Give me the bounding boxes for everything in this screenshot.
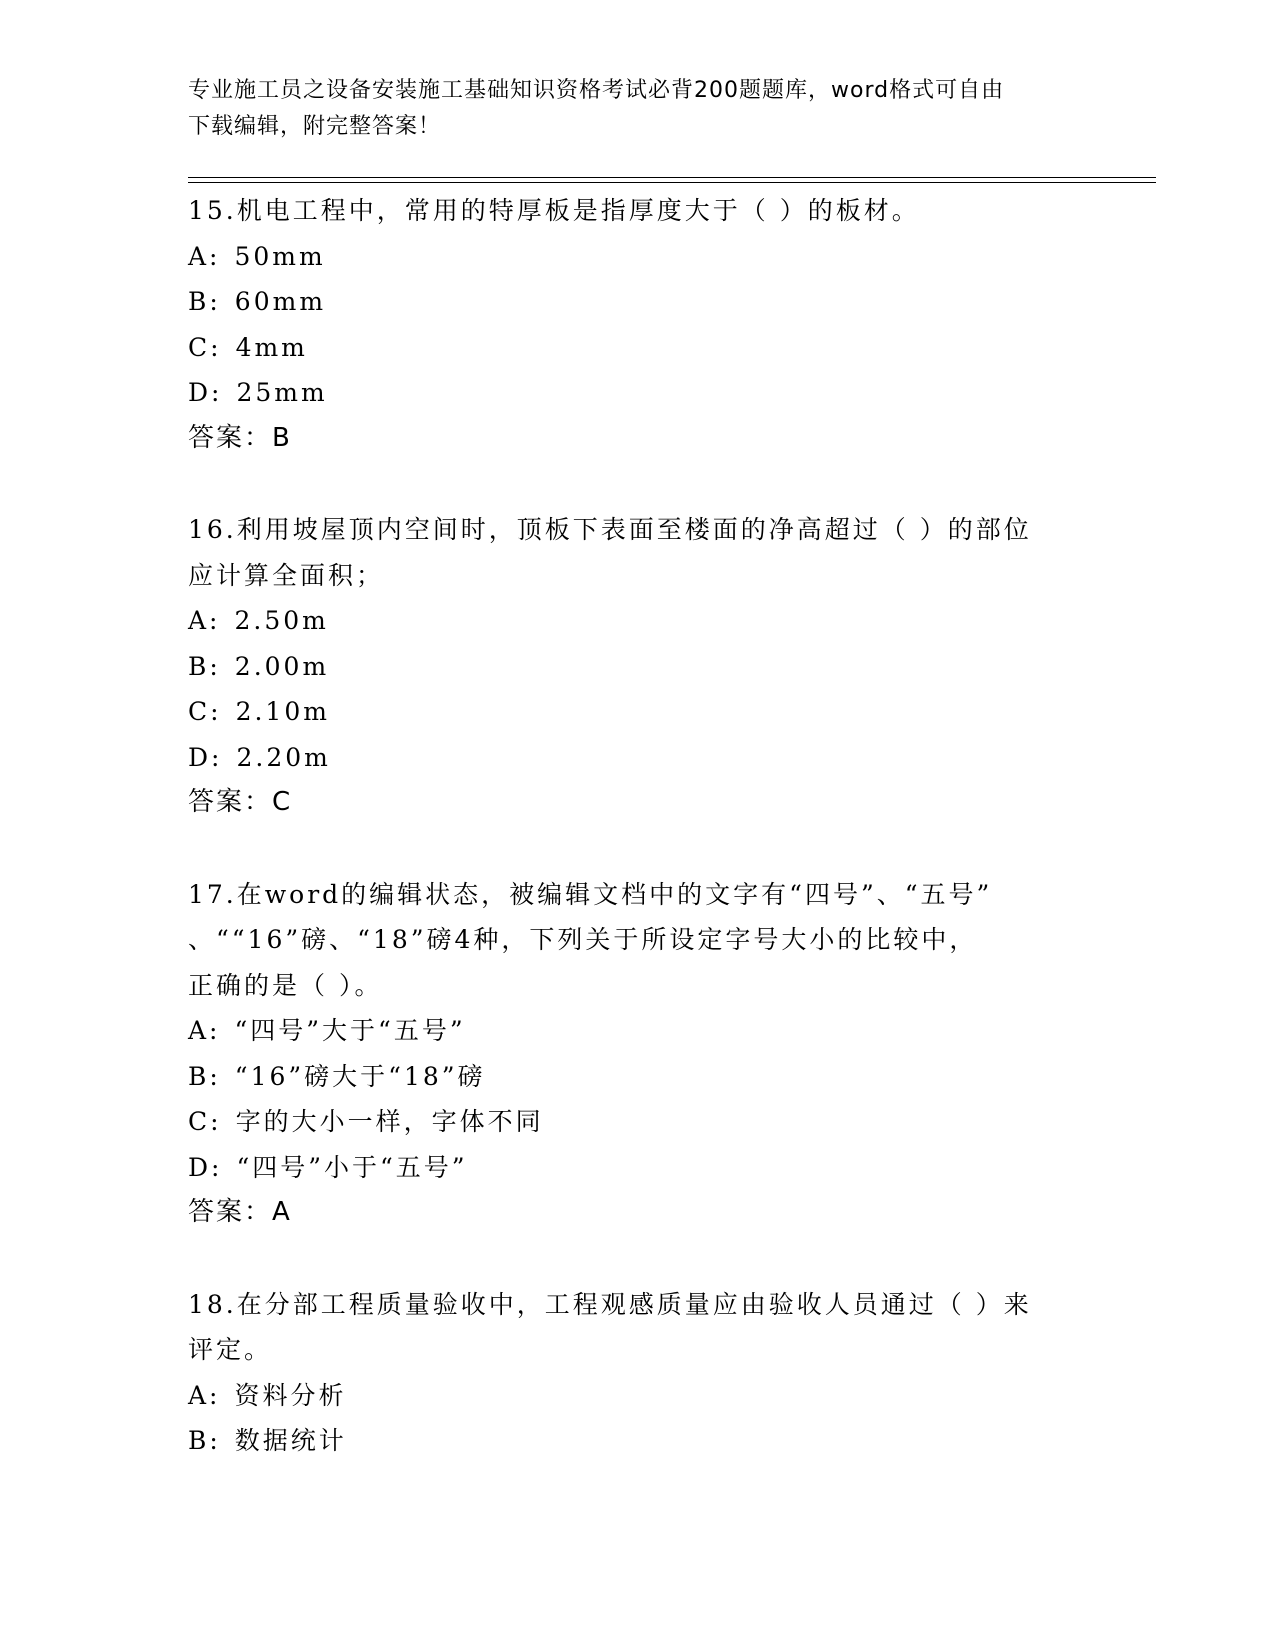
question-stem-line: 17.在word的编辑状态，被编辑文档中的文字有“四号”、“五号” (188, 879, 993, 909)
option-text: 25mm (236, 378, 328, 407)
document-header (188, 73, 1068, 145)
option-text: 60mm (234, 287, 327, 316)
option-label: C: (188, 1107, 222, 1136)
option-row (188, 1008, 1088, 1054)
option-text: “四号”小于“五号” (236, 1152, 468, 1182)
header-line-1: 专业施工员之设备安装施工基础知识资格考试必背200题题库，word格式可自由 (188, 78, 1005, 103)
option-text: 2.00m (234, 651, 330, 681)
option-label: C: (188, 332, 222, 362)
option-text: 2.20m (236, 742, 331, 772)
question-stem (188, 188, 1088, 234)
option-row (188, 735, 1088, 781)
option-row (188, 1373, 1088, 1419)
question-stem (188, 872, 1088, 1009)
option-label: B: (188, 287, 221, 316)
option-text: “四号”大于“五号” (234, 1016, 466, 1045)
question-block (188, 507, 1088, 826)
option-row (188, 370, 1088, 416)
question-list (188, 188, 1088, 1510)
header-divider-bottom (188, 182, 1156, 183)
option-label: B: (188, 1061, 221, 1091)
option-label: D: (188, 378, 223, 407)
question-block (188, 1282, 1088, 1464)
option-label: B: (188, 1426, 221, 1455)
option-text: 字的大小一样，字体不同 (235, 1107, 544, 1136)
question-stem-line: 、““16”磅、“18”磅4种，下列关于所设定字号大小的比较中， (188, 925, 978, 954)
answer-line: 答案：A (188, 1197, 292, 1227)
question-stem-line: 评定。 (188, 1335, 273, 1364)
question-stem-line: 18.在分部工程质量验收中，工程观感质量应由验收人员通过（ ）来 (188, 1289, 1032, 1319)
option-row (188, 689, 1088, 735)
answer-line: 答案：B (188, 422, 292, 453)
option-label: D: (188, 742, 223, 772)
option-text: 50mm (234, 241, 326, 271)
option-text: 4mm (235, 332, 308, 362)
option-label: A: (188, 1016, 221, 1045)
option-text: 2.10m (235, 697, 330, 726)
option-label: B: (188, 651, 221, 681)
option-row (188, 1145, 1088, 1191)
option-label: A: (188, 1380, 221, 1410)
question-stem-line: 16.利用坡屋顶内空间时，顶板下表面至楼面的净高超过（ ）的部位 (188, 515, 1032, 544)
option-label: C: (188, 697, 222, 726)
option-label: D: (188, 1152, 223, 1182)
question-stem (188, 507, 1088, 598)
header-line-2: 下载编辑，附完整答案！ (188, 114, 442, 139)
option-row (188, 325, 1088, 371)
option-row (188, 1099, 1088, 1145)
option-label: A: (188, 241, 221, 271)
question-block (188, 872, 1088, 1236)
header-divider-top (188, 177, 1156, 178)
option-row (188, 279, 1088, 325)
option-text: 2.50m (234, 606, 329, 635)
option-text: 资料分析 (234, 1380, 347, 1410)
question-stem (188, 1282, 1088, 1373)
option-label: A: (188, 606, 221, 635)
option-row (188, 234, 1088, 280)
option-row (188, 598, 1088, 644)
option-text: 数据统计 (234, 1426, 347, 1455)
answer-line: 答案：C (188, 787, 293, 817)
question-stem-line: 应计算全面积； (188, 560, 385, 590)
question-stem-line: 正确的是（ ）。 (188, 970, 383, 1000)
question-stem-line: 15.机电工程中，常用的特厚板是指厚度大于（ ）的板材。 (188, 196, 920, 225)
option-row (188, 1054, 1088, 1100)
option-text: “16”磅大于“18”磅 (234, 1061, 486, 1091)
question-block (188, 188, 1088, 461)
option-row (188, 644, 1088, 690)
option-row (188, 1418, 1088, 1464)
